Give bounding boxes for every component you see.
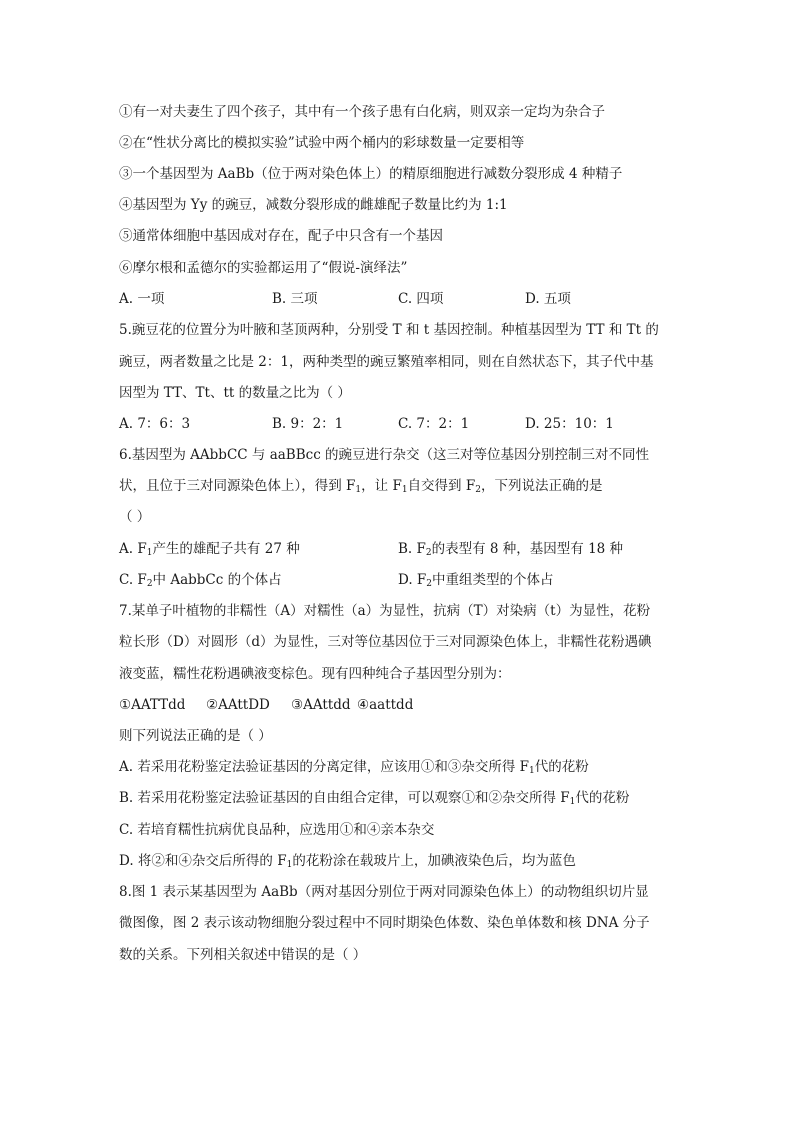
- q7-genotype-4: ④aattdd: [357, 697, 414, 713]
- q8-stem-line-2: 微图像，图 2 表示该动物细胞分裂过程中不同时期染色体数、染色单体数和核 DNA 分子: [119, 915, 650, 931]
- q7-stem-line-2: 粒长形（D）对圆形（d）为显性，三对等位基因位于三对同源染色体上，非糯性花粉遇碘: [119, 634, 652, 650]
- q5-stem-line-2: 豌豆，两者数量之比是 2：1，两种类型的豌豆繁殖率相同，则在自然状态下，其子代中基: [119, 354, 654, 370]
- q7-genotype-1: ①AATTdd: [119, 697, 186, 713]
- q5-stem-line-1: 5.豌豆花的位置分为叶腋和茎顶两种，分别受 T 和 t 基因控制。种植基因型为 TT 和 Tt 的: [119, 322, 659, 338]
- q4-statement-3: ③一个基因型为 AaBb（位于两对染色体上）的精原细胞进行减数分裂形成 4 种精子: [119, 166, 623, 182]
- q7-stem-line-1: 7.某单子叶植物的非糯性（A）对糯性（a）为显性，抗病（T）对染病（t）为显性，花粉: [119, 603, 651, 619]
- q5-option-b: B. 9：2：1: [272, 416, 344, 432]
- q6-option-b: B. $F_2$的表型有 8 种，基因型有 18 种: [398, 541, 624, 558]
- q7-option-c: C. 若培育糯性抗病优良品种，应选用①和④亲本杂交: [119, 822, 435, 838]
- q5-option-c: C. 7：2：1: [398, 416, 470, 432]
- q6-stem-line-2: 状，且位于三对同源染色体上），得到 $F_1$，让 $F_1$自交得到 $F_2$，下列说法正确的是: [119, 478, 603, 495]
- q4-statement-2: ②在“性状分离比的模拟实验”试验中两个桶内的彩球数量一定要相等: [119, 135, 525, 151]
- q8-stem-line-1: 8.图 1 表示某基因型为 AaBb（两对基因分别位于两对同源染色体上）的动物组织切片显: [119, 884, 649, 900]
- q7-genotype-2: ②AAttDD: [206, 697, 270, 713]
- q4-statement-5: ⑤通常体细胞中基因成对存在，配子中只含有一个基因: [119, 228, 443, 244]
- q7-option-d: D. 将②和④杂交后所得的 $F_1$的花粉涂在载玻片上，加碘液染色后，均为蓝色: [119, 853, 576, 870]
- q4-option-a: A. 一项: [119, 291, 165, 307]
- q6-option-d: D. $F_2$中重组类型的个体占: [398, 572, 554, 589]
- q5-option-a: A. 7：6：3: [119, 416, 191, 432]
- q7-option-a: A. 若采用花粉鉴定法验证基因的分离定律，应该用①和③杂交所得 $F_1$代的花粉: [119, 759, 589, 776]
- q4-statement-6: ⑥摩尔根和孟德尔的实验都运用了“假说-演绎法”: [119, 260, 408, 276]
- q5-stem-line-3: 因型为 TT、Tt、tt 的数量之比为（ ）: [119, 385, 351, 401]
- q7-question: 则下列说法正确的是（ ）: [119, 728, 272, 744]
- q6-stem-line-3: （ ）: [119, 509, 151, 525]
- q5-option-d: D. 25：10：1: [525, 416, 614, 432]
- q4-option-b: B. 三项: [272, 291, 318, 307]
- q8-stem-line-3: 数的关系。下列相关叙述中错误的是（ ）: [119, 947, 367, 963]
- q4-option-c: C. 四项: [398, 291, 444, 307]
- q6-option-c: C. $F_2$中 AabbCc 的个体占: [119, 572, 282, 589]
- q4-statement-4: ④基因型为 Yy 的豌豆，减数分裂形成的雌雄配子数量比约为 1:1: [119, 197, 508, 213]
- q4-statement-1: ①有一对夫妻生了四个孩子，其中有一个孩子患有白化病，则双亲一定均为杂合子: [119, 104, 605, 120]
- q6-option-a: A. $F_1$产生的雄配子共有 27 种: [119, 541, 300, 558]
- q7-genotype-3: ③AAttdd: [291, 697, 351, 713]
- q6-stem-line-1: 6.基因型为 AAbbCC 与 aaBBcc 的豌豆进行杂交（这三对等位基因分别控制三对不同性: [119, 447, 650, 463]
- q4-option-d: D. 五项: [525, 291, 571, 307]
- q7-stem-line-3: 液变蓝，糯性花粉遇碘液变棕色。现有四种纯合子基因型分别为：: [119, 666, 511, 682]
- q7-option-b: B. 若采用花粉鉴定法验证基因的自由组合定律，可以观察①和②杂交所得 $F_1$代的花粉: [119, 790, 630, 807]
